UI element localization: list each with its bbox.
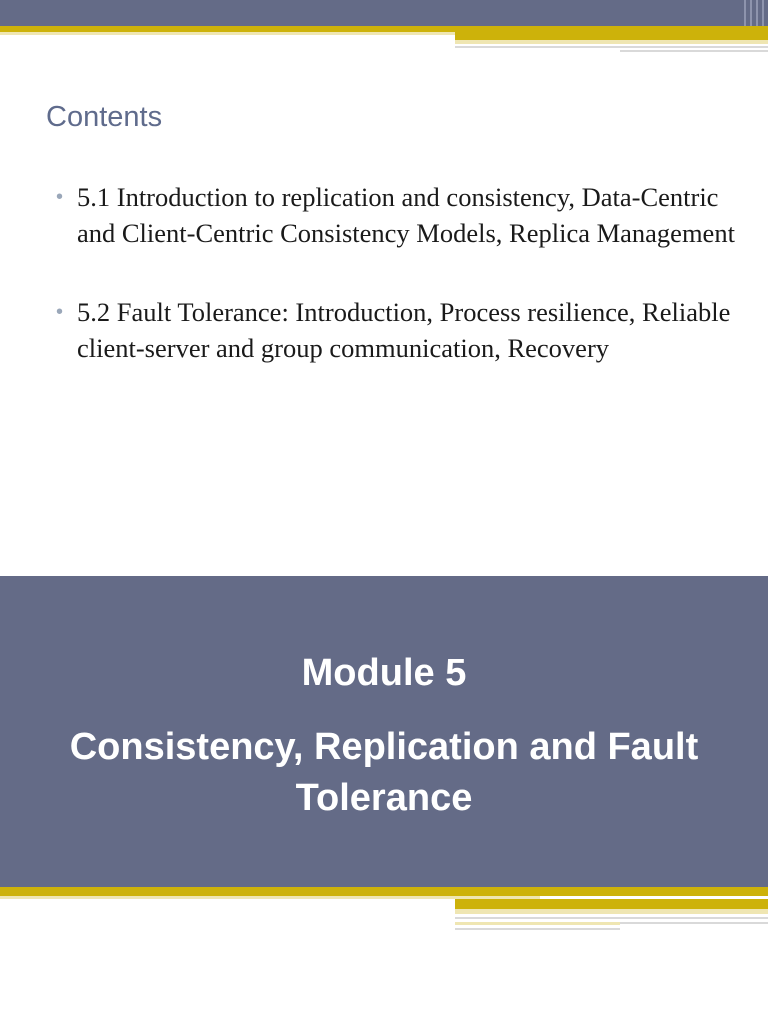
cream-rule [455, 40, 768, 44]
header-stripe [756, 0, 758, 26]
contents-list [56, 180, 736, 410]
list-item [56, 180, 736, 251]
cream-rule [0, 32, 455, 35]
header-stripe [750, 0, 752, 26]
title-band [0, 576, 768, 887]
bullet-dot-icon: • [56, 301, 64, 323]
accent-line [620, 50, 768, 52]
header-stripe [744, 0, 746, 26]
accent-line [455, 917, 768, 919]
slide-module-title [0, 576, 768, 1024]
accent-line [455, 928, 620, 930]
accent-line [620, 922, 768, 924]
gold-rule [455, 899, 768, 909]
gold-rule [455, 32, 768, 40]
module-subtitle: Consistency, Replication and Fault Tolerance [69, 726, 699, 819]
list-item-text: 5.1 Introduction to replication and consistency, Data-Centric and Client-Centric Consistency Models, Replica Management [77, 182, 735, 248]
gold-rule [0, 887, 768, 896]
cream-rule [455, 922, 620, 925]
header-stripe [762, 0, 764, 26]
accent-line [455, 46, 768, 48]
list-item [56, 295, 736, 366]
contents-heading: Contents [46, 101, 163, 133]
list-item-text: 5.2 Fault Tolerance: Introduction, Process resilience, Reliable client-server and group communication, Recovery [77, 297, 731, 363]
module-title: Module 5 [301, 652, 467, 694]
bullet-dot-icon: • [56, 186, 64, 208]
cream-rule [455, 909, 768, 914]
top-header-band [0, 0, 768, 26]
